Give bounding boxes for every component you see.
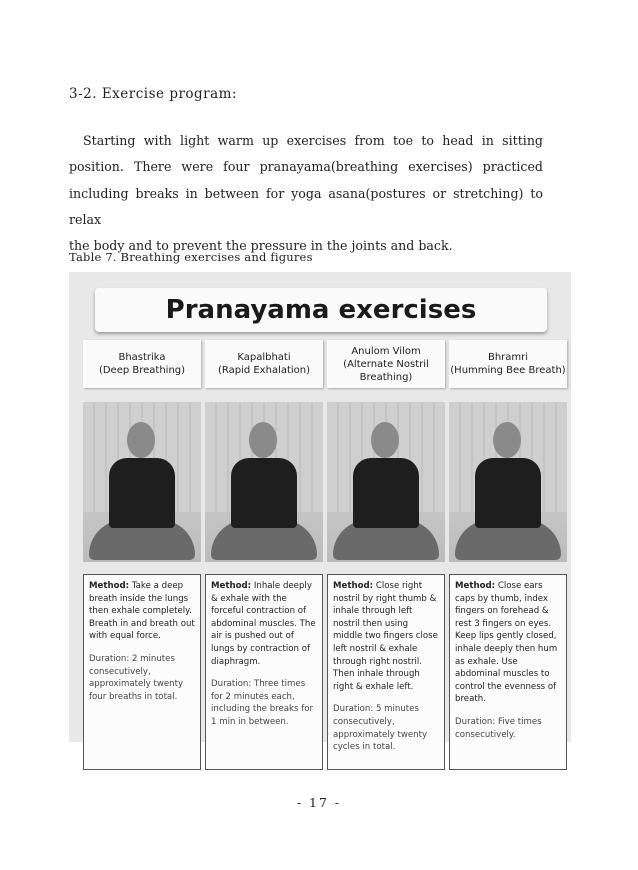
duration-text: Duration: 5 minutes consecutively, approximately twenty cycles in total. xyxy=(333,704,428,753)
method-text: Inhale deeply & exhale with the forceful contraction of abdominal muscles. The air is pushed out of lungs by contraction of diaphragm. xyxy=(211,581,316,667)
exercise-subtitle: (Rapid Exhalation) xyxy=(217,365,311,376)
page-number: - 17 - xyxy=(296,795,342,810)
exercise-photo xyxy=(83,402,201,562)
exercise-name: Bhastrika xyxy=(118,352,166,363)
exercise-label xyxy=(205,340,323,388)
exercise-column xyxy=(205,340,323,770)
method-box xyxy=(449,574,567,770)
exercise-label xyxy=(327,340,445,388)
paragraph-line: position. There were four pranayama(breathing exercises) practiced xyxy=(69,159,543,175)
method-label: Method: xyxy=(333,581,374,591)
method-text: Take a deep breath inside the lungs then exhale completely. Breath in and breath out with equal force. xyxy=(89,581,195,642)
section-heading: 3-2. Exercise program: xyxy=(69,86,238,102)
duration-text: Duration: Five times consecutively. xyxy=(455,716,542,740)
exercise-column xyxy=(449,340,567,770)
exercise-photo xyxy=(205,402,323,562)
figure-title: Pranayama exercises xyxy=(165,295,477,325)
exercise-name: Bhramri xyxy=(487,352,529,363)
method-box xyxy=(83,574,201,770)
exercise-subtitle: (Humming Bee Breath) xyxy=(450,365,566,376)
duration-text: Duration: Three times for 2 minutes each, including the breaks for 1 min in between. xyxy=(211,679,314,727)
duration-text: Duration: 2 minutes consecutively, approximately twenty four breaths in total. xyxy=(89,653,184,702)
exercise-photo xyxy=(449,402,567,562)
method-label: Method: xyxy=(211,581,252,591)
exercise-label xyxy=(83,340,201,388)
exercise-subtitle: (Deep Breathing) xyxy=(98,365,186,376)
method-text: Close right nostril by right thumb & inhale through left nostril then using middle two fingers close left nostril & exhale through right nostril. Then inhale through right & exhale left. xyxy=(333,581,438,692)
exercise-subtitle: (Alternate Nostril Breathing) xyxy=(343,358,429,383)
exercise-name: Anulom Vilom xyxy=(351,345,421,357)
paragraph-line: Starting with light warm up exercises from toe to head in sitting xyxy=(83,133,543,148)
paragraph-line: including breaks in between for yoga asana(postures or stretching) to relax xyxy=(69,185,543,227)
body-paragraph xyxy=(69,128,543,259)
table-caption: Table 7. Breathing exercises and figures xyxy=(69,250,313,264)
method-label: Method: xyxy=(455,581,496,591)
exercise-column xyxy=(83,340,201,770)
pranayama-figure xyxy=(69,272,571,753)
method-text: Close ears caps by thumb, index fingers on forehead & rest 3 fingers on eyes. Keep lips gently closed, inhale deeply then hum as exhale. Use abdominal muscles to control the evenness of breath. xyxy=(455,581,558,705)
exercise-label xyxy=(449,340,567,388)
paragraph-line: the body and to prevent the pressure in the joints and back. xyxy=(69,238,453,254)
exercise-name: Kapalbhati xyxy=(237,352,291,363)
figure-title-banner xyxy=(95,288,547,332)
method-box xyxy=(327,574,445,770)
method-box xyxy=(205,574,323,770)
exercise-column xyxy=(327,340,445,770)
exercise-photo xyxy=(327,402,445,562)
method-label: Method: xyxy=(89,581,130,591)
